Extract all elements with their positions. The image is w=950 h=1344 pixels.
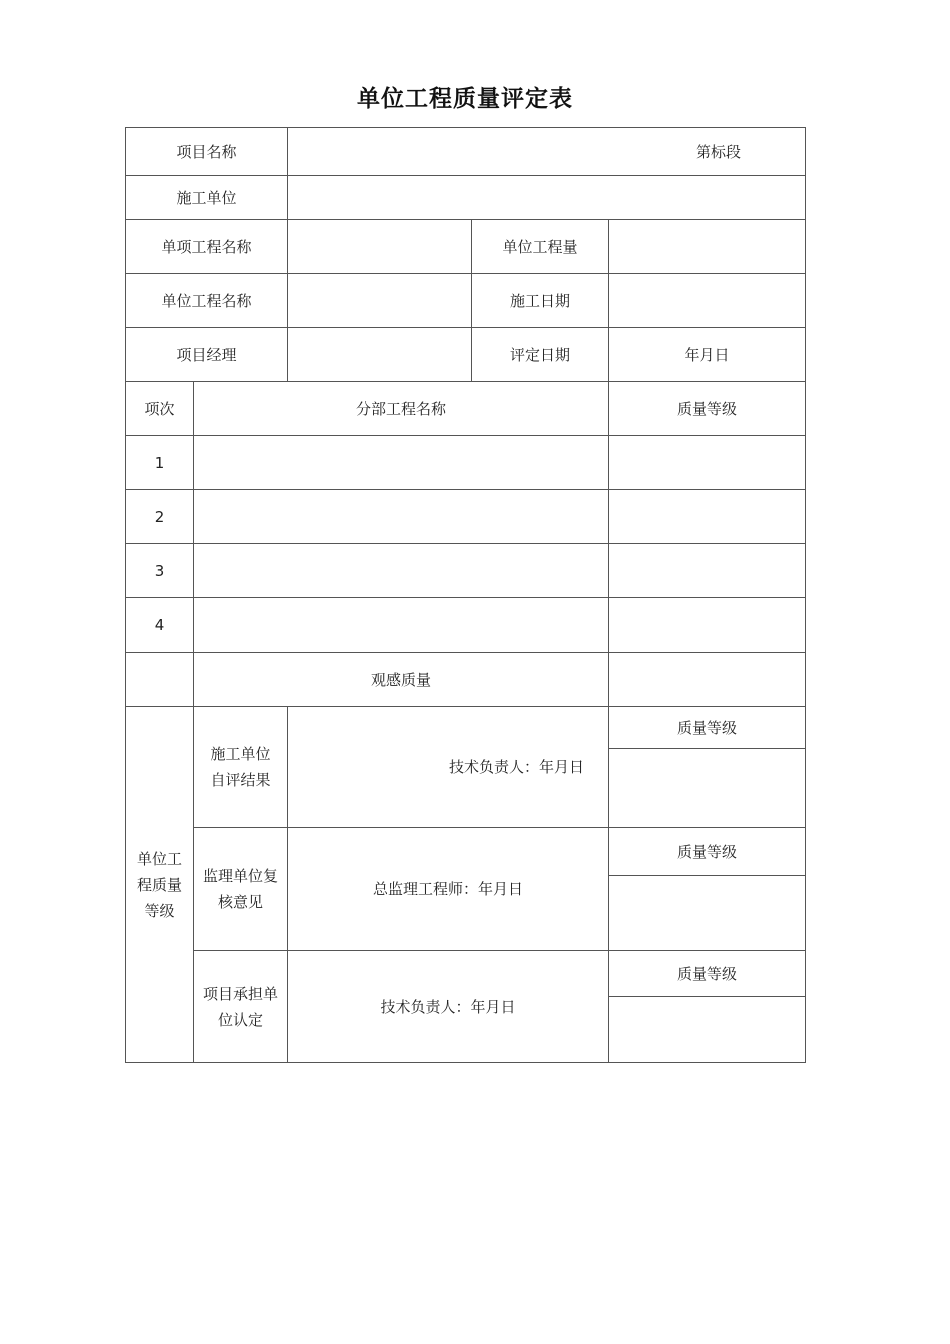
owner-grade-field[interactable] (609, 997, 806, 1063)
table-row (126, 598, 806, 653)
contractor-self-row (126, 707, 806, 749)
contractor-field[interactable] (288, 176, 806, 220)
table-row (126, 436, 806, 490)
project-manager-label: 项目经理 (126, 328, 288, 382)
owner-approval-row (126, 951, 806, 997)
contractor-grade-label: 质量等级 (609, 707, 806, 749)
page-title: 单位工程质量评定表 (357, 86, 573, 112)
unit-quality-grade-label: 单位工 程质量 等级 (126, 707, 194, 1063)
quality-grade-field[interactable] (609, 598, 806, 653)
owner-signature-cell[interactable] (288, 951, 609, 1063)
table-row (126, 544, 806, 598)
appearance-quality-row (126, 653, 806, 707)
appearance-grade-field[interactable] (609, 653, 806, 707)
table-row (126, 490, 806, 544)
section-label: 第标段 (696, 142, 742, 161)
construction-date-field[interactable] (609, 274, 806, 328)
col-part-name: 分部工程名称 (194, 382, 609, 436)
item-number: 2 (126, 490, 194, 544)
contractor-self-label: 施工单位 自评结果 (194, 707, 288, 828)
supervisor-signature-text: 总监理工程师：年月日 (373, 880, 524, 898)
owner-signature-text: 技术负责人：年月日 (380, 997, 516, 1016)
unit-quantity-label: 单位工程量 (472, 220, 609, 274)
col-quality-grade: 质量等级 (609, 382, 806, 436)
quality-grade-field[interactable] (609, 544, 806, 598)
supervisor-review-label: 监理单位复 核意见 (194, 828, 288, 951)
evaluation-date-field[interactable]: 年月日 (609, 328, 806, 382)
single-item-name-label: 单项工程名称 (126, 220, 288, 274)
project-name-row (126, 128, 806, 176)
part-name-field[interactable] (194, 436, 609, 490)
quality-evaluation-form (125, 127, 806, 1063)
contractor-grade-field[interactable] (609, 749, 806, 828)
quality-grade-field[interactable] (609, 436, 806, 490)
unit-project-name-field[interactable] (288, 274, 472, 328)
part-name-field[interactable] (194, 490, 609, 544)
evaluation-date-label: 评定日期 (472, 328, 609, 382)
unit-project-row (126, 274, 806, 328)
unit-project-name-label: 单位工程名称 (126, 274, 288, 328)
construction-date-label: 施工日期 (472, 274, 609, 328)
manager-row (126, 328, 806, 382)
supervisor-review-row (126, 828, 806, 876)
unit-quantity-field[interactable] (609, 220, 806, 274)
supervisor-grade-label: 质量等级 (609, 828, 806, 876)
project-manager-field[interactable] (288, 328, 472, 382)
items-header-row (126, 382, 806, 436)
single-item-name-field[interactable] (288, 220, 472, 274)
item-number: 4 (126, 598, 194, 653)
contractor-label: 施工单位 (126, 176, 288, 220)
item-number: 3 (126, 544, 194, 598)
supervisor-grade-field[interactable] (609, 876, 806, 951)
contractor-row (126, 176, 806, 220)
project-name-label: 项目名称 (126, 128, 288, 176)
col-item-no: 项次 (126, 382, 194, 436)
contractor-signature-text: 技术负责人：年月日 (449, 758, 585, 776)
appearance-quality-label: 观感质量 (194, 653, 609, 707)
part-name-field[interactable] (194, 544, 609, 598)
supervisor-signature-cell[interactable] (288, 828, 609, 951)
contractor-self-signature-cell[interactable] (288, 707, 609, 828)
quality-grade-field[interactable] (609, 490, 806, 544)
single-item-row (126, 220, 806, 274)
appearance-number-cell (126, 653, 194, 707)
item-number: 1 (126, 436, 194, 490)
owner-grade-label: 质量等级 (609, 951, 806, 997)
owner-approval-label: 项目承担单 位认定 (194, 951, 288, 1063)
section-cell[interactable] (288, 128, 806, 176)
part-name-field[interactable] (194, 598, 609, 653)
